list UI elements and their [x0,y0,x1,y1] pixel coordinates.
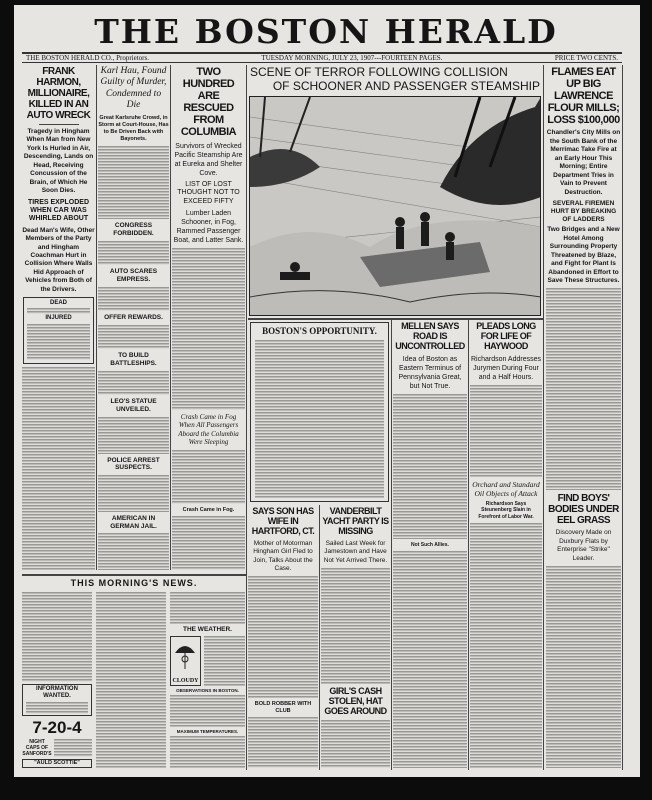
morning-news-headline: THIS MORNING'S NEWS. [70,578,198,588]
haywood-column [470,322,542,768]
column-rule [468,320,469,770]
text-block [321,720,390,768]
shipwreck-illustration [249,96,541,316]
text-block [172,450,245,504]
text-block [170,592,245,624]
flames-deck-2: Two Bridges and a New Hotel Among Surrounding Property Threatened by Blaze, and Fight for Plant Is Abandoned in Effort to Save These Structures. [547,226,620,284]
weather-title: THE WEATHER. [183,625,232,633]
text-block [470,385,542,477]
column-rule [170,65,171,570]
harmon-deck: Tragedy in Hingham When Man from New York Is Hurled in Air, Descending, Lands on Head, Receiving Concussion of the Brain, of Which He Soon Dies. [23,128,94,195]
information-wanted-ad [22,684,92,716]
text-block [248,717,318,768]
masthead-title: THE BOSTON HERALD [94,12,558,51]
harmon-body-text [22,367,95,570]
text-block [27,308,90,314]
mellen-subhead: Not Such Allies. [411,541,449,548]
text-block [98,287,169,311]
flames-body-text [546,288,621,490]
flames-deck: Chandler's City Mills on the South Bank of the Merrimac Take Fire at an Early Hour This Morning; Entire Department Tries in Vain to Prevent Destruction. [546,129,621,196]
text-block [470,523,542,768]
column-rule [543,65,544,770]
scene-headline-line1: SCENE OF TERROR FOLLOWING COLLISION [250,65,508,79]
text-block [98,241,169,265]
observations-title: OBSERVATIONS IN BOSTON. [176,687,239,693]
ad-number: 7-20-4 [32,718,82,738]
text-block [26,702,88,714]
column-rule [246,65,247,770]
dead-label: DEAD [49,300,67,307]
column-rule [319,505,320,770]
dateline-bar [22,52,622,63]
info-wanted-title: INFORMATION WANTED. [36,686,78,700]
hau-column [98,66,169,570]
shipwreck-drawing [250,97,541,315]
hartford-headline: SAYS SON HAS WIFE IN HARTFORD, CT. [251,506,315,536]
brief-heading: CONGRESS FORBIDDEN. [113,222,154,238]
weather-word: CLOUDY [172,677,199,684]
scene-headline-line2: OF SCHOONER AND PASSENGER STEAMSHIP [272,78,540,93]
text-block [172,516,245,570]
column-rule [96,65,97,570]
haywood-italic-subhead: Orchard and Standard Oil Objects of Attack [472,479,540,498]
brief-heading: OFFER REWARDS. [104,314,163,322]
opportunity-box [250,322,389,502]
flames-subhead: SEVERAL FIREMEN HURT BY BREAKING OF LADDERS [550,199,617,223]
scene-section [248,66,542,316]
brief-heading: LEO'S STATUE UNVEILED. [110,398,157,414]
weather-cloudy-illustration [170,636,201,686]
text-block [170,695,245,727]
morning-left-column [22,592,92,768]
opportunity-headline: BOSTON'S OPPORTUNITY. [262,326,377,336]
vanderbilt-headline: VANDERBILT YACHT PARTY IS MISSING [322,506,389,536]
mellen-deck: Idea of Boston as Eastern Terminus of Pennsylvania Great, but Not True. [398,355,462,390]
harmon-subhead: TIRES EXPLODED WHEN CAR WAS WHIRLED ABOUT [27,198,90,223]
hartford-subhead: BOLD ROBBER WITH CLUB [254,701,312,714]
text-block [204,636,245,686]
text-block [248,576,318,698]
harmon-column [22,66,95,570]
haywood-headline: PLEADS LONG FOR LIFE OF HAYWOOD [476,321,536,351]
divider [39,124,79,125]
text-block [321,568,390,684]
text-block [393,394,467,539]
flames-headline: FLAMES EAT UP BIG LAWRENCE FLOUR MILLS; LOSS $100,000 [547,66,620,127]
ad-auld-scottie: "AULD SCOTTIE" [22,759,92,768]
brief-heading: AMERICAN IN GERMAN JAIL. [110,514,157,530]
boys-deck: Discovery Made on Duxbury Flats by Enterprise "Strike" Leader. [555,529,612,562]
column-rule [622,65,623,770]
umbrella-figure-icon [171,639,200,673]
harmon-headline: FRANK HARMON, MILLIONAIRE, KILLED IN AN AUTO WRECK [26,66,91,121]
text-block [393,551,467,768]
vanderbilt-deck: Sailed Last Week for Jamestown and Have Not Yet Arrived There. [323,539,388,564]
casualty-box [23,297,94,363]
text-block [98,475,169,512]
divider [248,318,543,320]
hartford-deck: Mother of Motorman Hingham Girl Fled to Join, Talks About the Case. [253,539,313,572]
hau-deck: Great Karlsruhe Crowd, in Storm at Court-House, Has to Be Driven Back with Bayonets. [98,114,169,142]
text-block [255,340,384,498]
hartford-column [248,507,318,768]
text-block [98,371,169,395]
max-temps-title: MAXIMUM TEMPERATURES. [176,728,239,734]
scene-headline [248,66,542,94]
text-block [546,566,621,768]
text-block [27,324,90,360]
harmon-deck-2: Dead Man's Wife, Other Members of the Party and Hingham Coachman Hurt in Collision Where Walls Hid Approach of Vehicles from Both of the Drivers. [22,226,95,293]
columbia-deck: Survivors of Wrecked Pacific Steamship Are at Eureka and Shelter Cove. [174,142,243,177]
hau-body-text [98,146,169,219]
divider [22,574,246,576]
columbia-italic-subhead: Crash Came in Fog When All Passengers Aboard the Columbia Were Sleeping [178,413,239,447]
weather-column [170,592,245,768]
haywood-subdeck: Richardson Says Steunenberg Slain in Forefront of Labor War. [478,500,534,520]
text-block [96,592,166,768]
text-block [170,736,245,768]
text-block [22,592,92,682]
text-block [98,533,169,570]
publisher: THE BOSTON HERALD CO., Proprietors. [26,54,149,62]
injured-label: INJURED [45,315,72,322]
weather-row [170,636,245,686]
night-caps-ad [22,739,92,757]
columbia-deck-2: Lumber Laden Schooner, in Fog, Rammed Passenger Boat, and Latter Sank. [173,210,244,245]
brief-heading: TO BUILD BATTLESHIPS. [110,352,157,368]
price: PRICE TWO CENTS. [554,54,618,62]
issue-date: TUESDAY MORNING, JULY 23, 1907---FOURTEEN PAGES. [261,54,443,62]
columbia-body-text [172,248,245,410]
columbia-headline: TWO HUNDRED ARE RESCUED FROM COLUMBIA [180,66,237,139]
flames-column [546,66,621,768]
mellen-column [393,322,467,768]
ad-night-caps: NIGHT CAPS OF SANFORD'S [22,739,52,758]
text-block [98,417,169,454]
mellen-headline: MELLEN SAYS ROAD IS UNCONTROLLED [395,321,465,351]
text-block [54,739,92,757]
haywood-deck: Richardson Addresses Jurymen During Four and a Half Hours. [470,355,542,381]
text-block [98,325,169,349]
column-rule [391,320,392,770]
vanderbilt-column [321,507,390,768]
brief-heading: AUTO SCARES EMPRESS. [109,268,158,284]
columbia-subhead-2: Crash Came in Fog. [182,506,235,513]
boys-headline: FIND BOYS' BODIES UNDER EEL GRASS [548,493,619,527]
girl-headline: GIRL'S CASH STOLEN, HAT GOES AROUND [324,685,387,716]
hau-headline: Karl Hau, Found Guilty of Murder, Condemned to Die [100,66,167,111]
columbia-column [172,66,245,570]
columbia-subhead: LIST OF LOST THOUGHT NOT TO EXCEED FIFTY [177,180,240,205]
brief-heading: POLICE ARREST SUSPECTS. [107,456,160,472]
